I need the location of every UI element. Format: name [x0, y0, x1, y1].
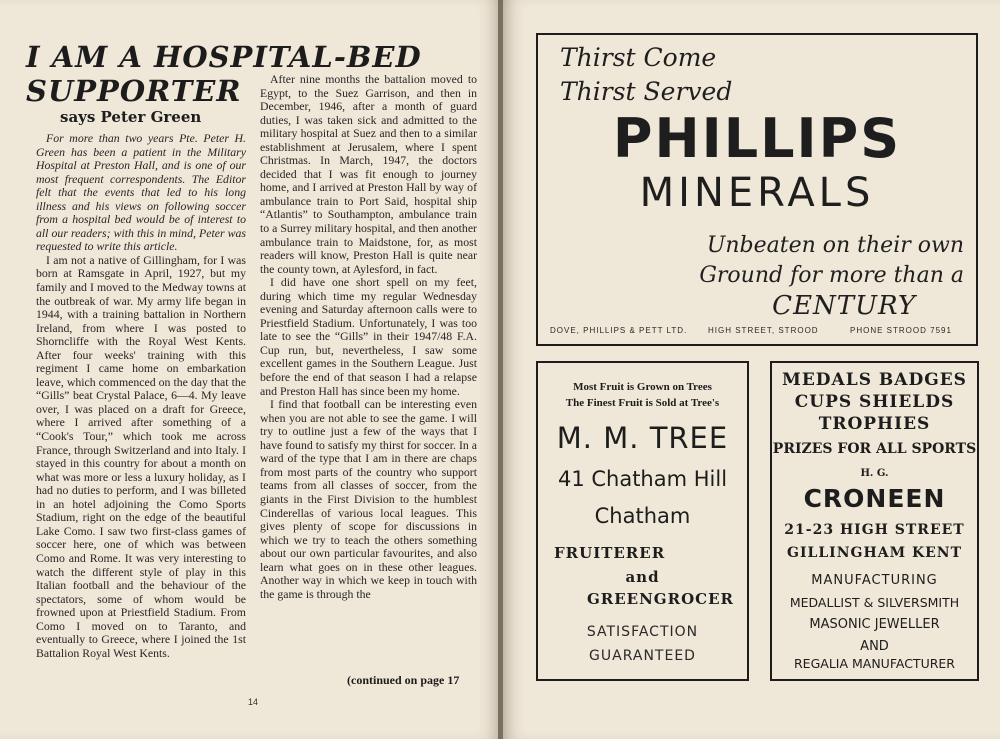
ad-brand-product: MINERALS [639, 170, 875, 216]
ad-footer-phone: PHONE STROOD 7591 [850, 326, 952, 335]
ad-address-line-1: 41 Chatham Hill [557, 467, 728, 491]
ad-tagline-line-3: CENTURY [772, 291, 916, 321]
ad-footer-company: DOVE, PHILLIPS & PETT LTD. [550, 326, 688, 335]
ad-address-line-2: Chatham [594, 504, 691, 528]
ad-address-line-2: GILLINGHAM KENT [786, 545, 962, 561]
continued-note: (continued on page 17 [347, 673, 460, 687]
ad-business-name: M. M. TREE [556, 421, 729, 455]
hg-croneen-ad [770, 361, 979, 681]
ad-guarantee-line-1: SATISFACTION [586, 624, 699, 640]
article-byline: says Peter Green [60, 108, 202, 126]
ad-footer-address: HIGH STREET, STROOD [708, 326, 819, 335]
article-title [26, 40, 422, 108]
phillips-minerals-ad [536, 33, 978, 346]
ad-tagline-line-1: Unbeaten on their own [706, 233, 964, 258]
ad-slogan-line-1: Thirst Come [560, 43, 717, 72]
ad-trade-line-1: MANUFACTURING [811, 573, 938, 588]
article-title-line-2: SUPPORTER [26, 74, 242, 108]
article-paragraph: I find that football can be interesting even when you are not able to see the game. I will try to outline just a few of the ways that I have found to satisfy my thirst for soccer. In a ward of the type that I am in there are chaps from most parts of the country who support teams from all classes of soccer, from the giants in the First Division to the humblest Cinderellas of various local leagues. This gives plenty of scope for discussions in which we try to teach the others something about our own particular favourites, and also learn what goes on in these other leagues. Another way in which we keep in touch with the game is through the [260, 397, 477, 601]
ad-trade-line-4: AND [860, 639, 889, 654]
ad-line: Most Fruit is Grown on Trees [573, 381, 712, 393]
ad-slogan-line-2: Thirst Served [560, 77, 733, 106]
article-column-2 [260, 73, 477, 601]
ad-address-line-1: 21-23 HIGH STREET [784, 522, 965, 538]
mm-tree-ad [536, 361, 749, 681]
article-intro: For more than two years Pte. Peter H. Green has been a patient in the Military Hospital at Preston Hall, and is one of our most frequent correspondents. The Editor felt that the events that led to his long illness and his views on following soccer from a hospital bed would be of interest to all our readers; with this in mind, Peter was requested to write this article. [36, 131, 246, 254]
ad-initials: H. G. [860, 468, 889, 479]
ad-products-line-4: PRIZES FOR ALL SPORTS [772, 441, 977, 457]
article-paragraph: I am not a native of Gillingham, for I was born at Ramsgate in April, 1927, but my family and I moved to the Medway towns at the outbreak of war. My army life began in 1944, with a training battalion in Northern Ireland, from where I was posted to Shorncliffe with the Royal West Kents. After four weeks' training with this regiment I came home on embarkation leave, which commenced on the day that the “Gills” beat Crystal Palace, 6—4. My leave over, I was placed on a draft for Greece, where I arrived after something of a “Cook's Tour,” which took me across France, through Switzerland and into Italy. I stayed in this country for about a month on what was more or less a luxury holiday, as I had no duties to perform, and I was billeted in an hotel adjoining the Como Sports Stadium, right on the edge of the beautiful Lake Como. I saw two first-class games of soccer here, one of which was between Como and Rome. It was very interesting to watch the different style of play in this Italian football and the behaviour of the spectators, some of whom would be frowned upon at Priestfield Stadium. From Como I moved on to Taranto, and eventually to Greece, where I joined the 1st Battalion Royal West Kents. [36, 252, 246, 660]
ad-business-name: CRONEEN [803, 484, 946, 513]
ad-products-line-3: TROPHIES [818, 414, 931, 434]
ad-guarantee-line-2: GUARANTEED [589, 648, 696, 664]
ad-brand-name: PHILLIPS [612, 107, 902, 170]
ad-products-line-1: MEDALS BADGES [782, 370, 967, 390]
article-column-1 [36, 132, 246, 660]
ad-products-line-2: CUPS SHIELDS [794, 392, 955, 412]
article-paragraph: After nine months the battalion moved to Egypt, to the Suez Garrison, and then in December, 1946, after a month of guard duties, I was taken sick and admitted to the military hospital at Suez and then to a similar establishment at Jerusalem, where I spent Christmas. In March, 1947, the doctors decided that I was fit enough to journey home, and I arrived at Preston Hall by way of ambulance train to Port Said, hospital ship “Atlantis” to Southampton, ambulance train to a Surrey military hospital, and then another ambulance train to Maidstone, for, as most readers will know, Preston Hall is quite near the county town, at Aylesford, in fact. [260, 72, 477, 276]
page-number: 14 [248, 697, 259, 707]
ad-trade-line-5: REGALIA MANUFACTURER [794, 656, 955, 671]
ad-trade-line-2: and [625, 568, 660, 586]
article-title-line-1: I AM A HOSPITAL-BED [26, 40, 422, 74]
ad-trade-line-2: MEDALLIST & SILVERSMITH [789, 595, 960, 610]
ad-trade-line-1: FRUITERER [554, 544, 666, 562]
ad-tagline-line-2: Ground for more than a [699, 263, 964, 288]
ad-line: The Finest Fruit is Sold at Tree's [565, 397, 720, 409]
ad-trade-line-3: MASONIC JEWELLER [809, 617, 940, 632]
article-paragraph: I did have one short spell on my feet, during which time my regular Wednesday evening and Saturday afternoon calls were to Priestfield Stadium. Unfortunately, I was too late to see the “Gills” in their 1947/48 F.A. Cup run, but, nevertheless, I saw some excellent games in the Southern League. Just before the end of that season I had a relapse and Preston Hall has since been my home. [260, 275, 477, 398]
ad-trade-line-3: GREENGROCER [586, 590, 734, 608]
